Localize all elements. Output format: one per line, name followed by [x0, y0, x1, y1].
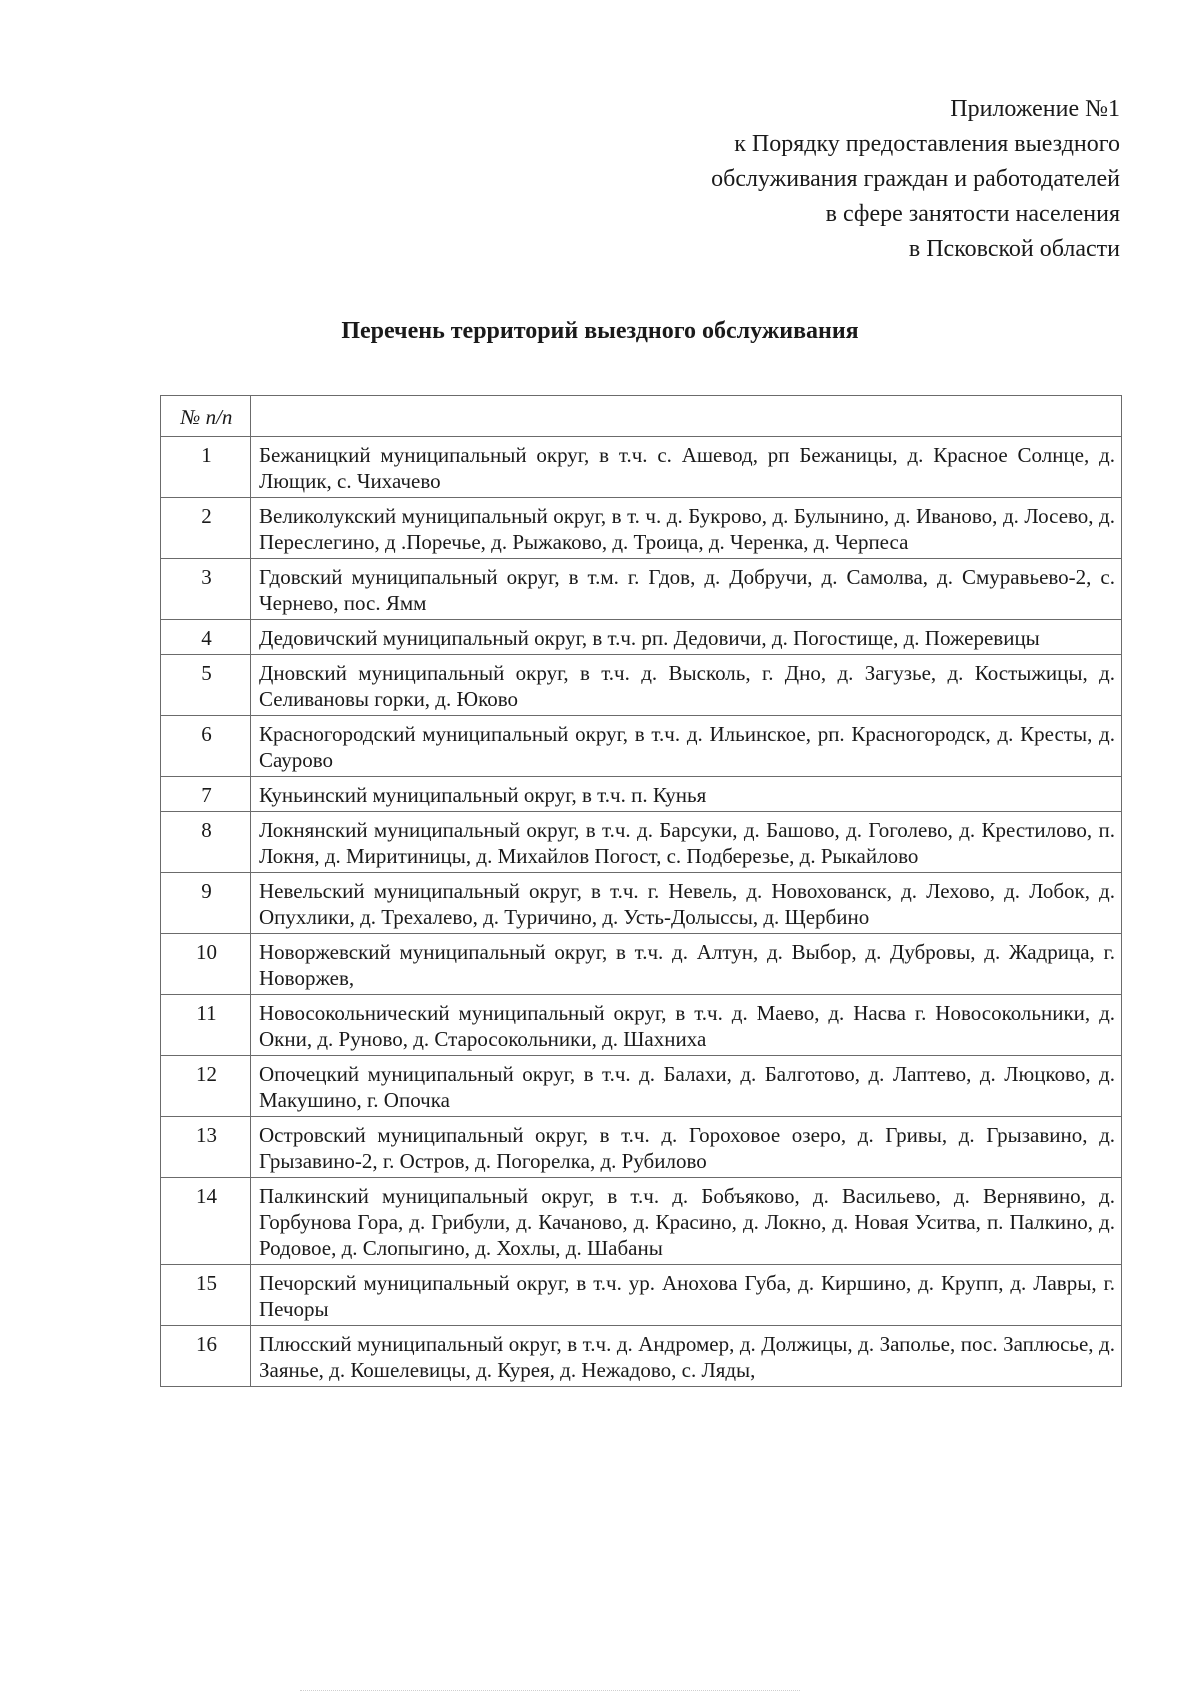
territory-description: Бежаницкий муниципальный округ, в т.ч. с. Ашевод, рп Бежаницы, д. Красное Солнце, д. Лющик, с. Чихачево	[251, 437, 1122, 498]
row-number: 3	[161, 559, 251, 620]
table-row	[161, 934, 1122, 995]
appendix-line: в сфере занятости населения	[825, 201, 1120, 227]
row-number: 16	[161, 1326, 251, 1387]
table-row	[161, 559, 1122, 620]
row-number: 14	[161, 1178, 251, 1265]
row-number: 1	[161, 437, 251, 498]
table-row	[161, 812, 1122, 873]
table-row	[161, 1178, 1122, 1265]
table-row	[161, 1117, 1122, 1178]
table-row	[161, 1265, 1122, 1326]
row-number: 5	[161, 655, 251, 716]
territory-description: Плюсский муниципальный округ, в т.ч. д. Андромер, д. Должицы, д. Заполье, пос. Заплюсье, д. Заянье, д. Кошелевицы, д. Курея, д. Нежадово, с. Ляды,	[251, 1326, 1122, 1387]
territory-description: Дновский муниципальный округ, в т.ч. д. Высколь, г. Дно, д. Загузье, д. Костыжицы, д. Селивановы горки, д. Юково	[251, 655, 1122, 716]
territory-description: Опочецкий муниципальный округ, в т.ч. д. Балахи, д. Балготово, д. Лаптево, д. Люцково, д. Макушино, г. Опочка	[251, 1056, 1122, 1117]
table-row	[161, 620, 1122, 655]
territory-description: Новоржевский муниципальный округ, в т.ч. д. Алтун, д. Выбор, д. Дубровы, д. Жадрица, г. Новоржев,	[251, 934, 1122, 995]
appendix-line: в Псковской области	[908, 236, 1120, 262]
territory-description: Дедовичский муниципальный округ, в т.ч. рп. Дедовичи, д. Погостище, д. Пожеревицы	[251, 620, 1122, 655]
territory-description: Великолукский муниципальный округ, в т. ч. д. Букрово, д. Булынино, д. Иваново, д. Лосево, д. Переслегино, д .Поречье, д. Рыжаково, д. Троица, д. Черенка, д. Черпеса	[251, 498, 1122, 559]
row-number: 4	[161, 620, 251, 655]
column-header-number: № п/п	[161, 396, 251, 437]
row-number: 11	[161, 995, 251, 1056]
row-number: 9	[161, 873, 251, 934]
territory-description: Куньинский муниципальный округ, в т.ч. п. Кунья	[251, 777, 1122, 812]
row-number: 10	[161, 934, 251, 995]
table-row	[161, 716, 1122, 777]
row-number: 15	[161, 1265, 251, 1326]
table-row	[161, 1326, 1122, 1387]
territory-description: Красногородский муниципальный округ, в т.ч. д. Ильинское, рп. Красногородск, д. Кресты, д. Саурово	[251, 716, 1122, 777]
appendix-header	[560, 92, 1120, 267]
table-row	[161, 777, 1122, 812]
table-row	[161, 437, 1122, 498]
column-header-description	[251, 396, 1122, 437]
territory-description: Гдовский муниципальный округ, в т.м. г. Гдов, д. Добручи, д. Самолва, д. Смуравьево-2, с. Чернево, пос. Ямм	[251, 559, 1122, 620]
table-row	[161, 1056, 1122, 1117]
territory-description: Новосокольнический муниципальный округ, в т.ч. д. Маево, д. Насва г. Новосокольники, д. Окни, д. Руново, д. Старосокольники, д. Шахниха	[251, 995, 1122, 1056]
table-header-row	[161, 396, 1122, 437]
row-number: 2	[161, 498, 251, 559]
territories-table	[160, 395, 1122, 1387]
row-number: 7	[161, 777, 251, 812]
row-number: 8	[161, 812, 251, 873]
territory-description: Палкинский муниципальный округ, в т.ч. д. Бобъяково, д. Васильево, д. Вернявино, д. Горбунова Гора, д. Грибули, д. Качаново, д. Красино, д. Локно, д. Новая Уситва, п. Палкино, д. Родовое, д. Слопыгино, д. Хохлы, д. Шабаны	[251, 1178, 1122, 1265]
scan-artifact	[300, 1690, 800, 1692]
territory-description: Островский муниципальный округ, в т.ч. д. Гороховое озеро, д. Гривы, д. Грызавино, д. Грызавино-2, г. Остров, д. Погорелка, д. Рубилово	[251, 1117, 1122, 1178]
territory-description: Невельский муниципальный округ, в т.ч. г. Невель, д. Новохованск, д. Лехово, д. Лобок, д. Опухлики, д. Трехалево, д. Туричино, д. Усть-Долыссы, д. Щербино	[251, 873, 1122, 934]
appendix-line: Приложение №1	[950, 96, 1120, 122]
table-row	[161, 498, 1122, 559]
document-title: Перечень территорий выездного обслуживания	[341, 318, 859, 344]
row-number: 6	[161, 716, 251, 777]
table-row	[161, 655, 1122, 716]
territory-description: Локнянский муниципальный округ, в т.ч. д. Барсуки, д. Башово, д. Гоголево, д. Крестилово, п. Локня, д. Миритиницы, д. Михайлов Погост, с. Подберезье, д. Рыкайлово	[251, 812, 1122, 873]
row-number: 12	[161, 1056, 251, 1117]
row-number: 13	[161, 1117, 251, 1178]
appendix-line: обслуживания граждан и работодателей	[711, 166, 1120, 192]
table-row	[161, 873, 1122, 934]
appendix-line: к Порядку предоставления выездного	[734, 131, 1120, 157]
table-row	[161, 995, 1122, 1056]
table-body	[161, 437, 1122, 1387]
territory-description: Печорский муниципальный округ, в т.ч. ур. Анохова Губа, д. Киршино, д. Крупп, д. Лавры, г. Печоры	[251, 1265, 1122, 1326]
